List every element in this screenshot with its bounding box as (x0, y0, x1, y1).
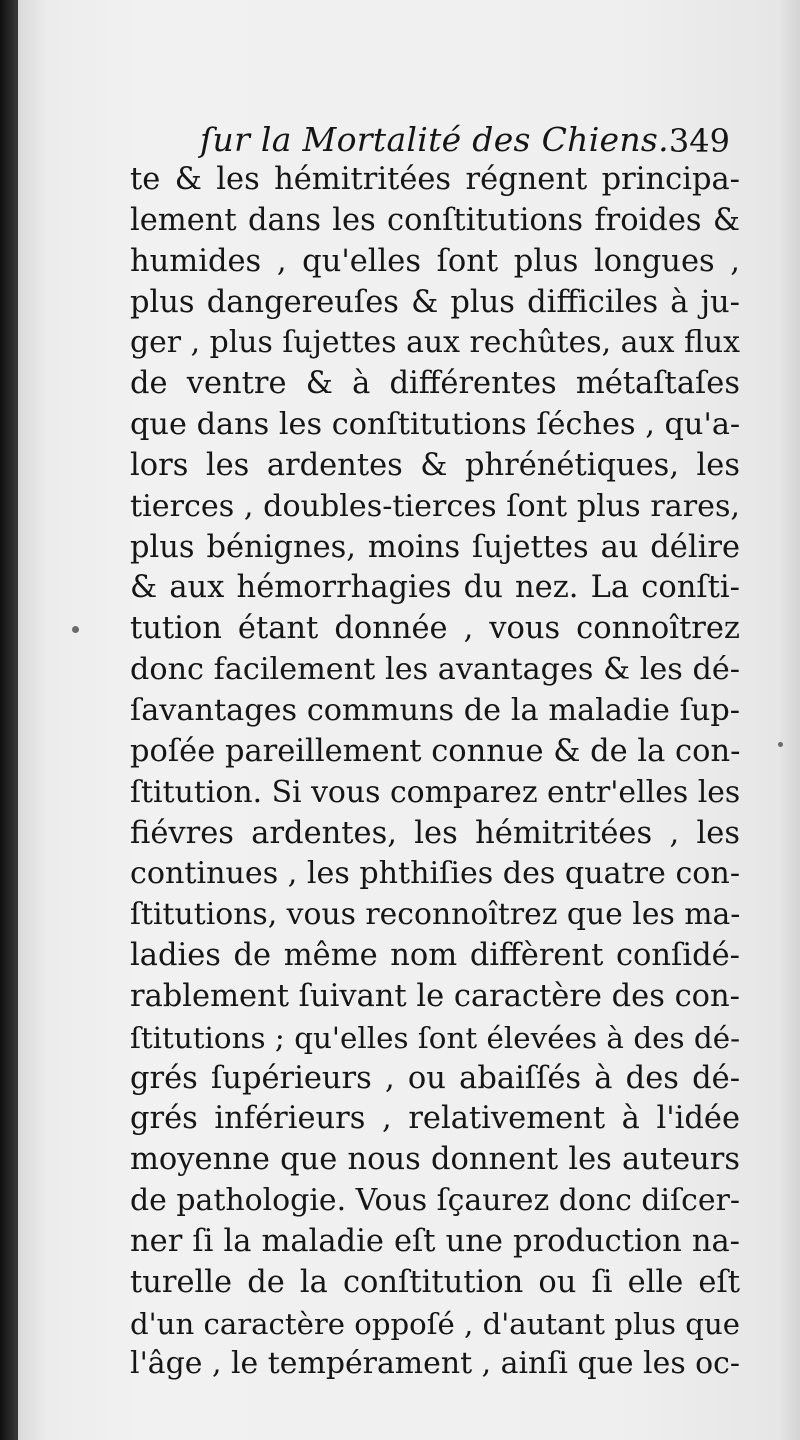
text-line: ſavantages communs de la maladie ſup- (130, 692, 740, 728)
page-gutter (0, 0, 18, 1440)
running-title: ſur la Mortalité des Chiens. (200, 120, 669, 159)
text-line: grés ſupérieurs , ou abaiſſés à des dé- (130, 1060, 740, 1096)
text-line: que dans les conſtitutions ſéches , qu'a- (130, 407, 741, 443)
text-line: donc facilement les avantages & les dé- (130, 652, 740, 688)
text-line: turelle de la conſtitution ou ſi elle eſt (130, 1264, 740, 1300)
text-line: tution étant donnée , vous connoîtrez (130, 611, 740, 647)
text-line: lement dans les conſtitutions froides & (130, 202, 740, 238)
text-line: tierces , doubles-tierces ſont plus rares, (130, 488, 740, 524)
text-line: ner ſi la maladie eſt une production na- (130, 1223, 740, 1259)
text-line: fiévres ardentes, les hémitritées , les (130, 815, 740, 851)
text-line: ger , plus ſujettes aux rechûtes, aux flux (130, 325, 740, 361)
text-line: plus bénignes, moins ſujettes au délire (130, 529, 740, 565)
page-number: 349 (668, 122, 730, 160)
text-line: moyenne que nous donnent les auteurs (130, 1142, 740, 1178)
text-line: continues , les phthiſies des quatre con- (130, 856, 740, 892)
text-line: grés inférieurs , relativement à l'idée (130, 1101, 740, 1137)
text-line: l'âge , le tempérament , ainſi que les oc- (130, 1346, 741, 1382)
body-text (130, 160, 740, 1385)
text-line: poſée pareillement connue & de la con- (130, 733, 741, 769)
text-line: rablement ſuivant le caractère des con- (130, 978, 740, 1014)
text-line: de pathologie. Vous ſçaurez donc diſcer- (130, 1183, 741, 1219)
text-line: & aux hémorrhagies du nez. La conſti- (130, 570, 740, 606)
text-line: ſtitution. Si vous comparez entr'elles les (130, 774, 741, 810)
text-line: plus dangereuſes & plus difficiles à ju- (130, 284, 740, 320)
text-line: ſtitutions ; qu'elles ſont élevées à des dé- (130, 1020, 740, 1055)
paper-speck (72, 626, 79, 633)
text-line: lors les ardentes & phrénétiques, les (130, 447, 740, 483)
text-line: d'un caractère oppoſé , d'autant plus que (130, 1306, 740, 1341)
text-line: te & les hémitritées régnent principa- (130, 162, 740, 197)
text-line: de ventre & à différentes métaſtaſes (130, 366, 740, 402)
text-line: humides , qu'elles ſont plus longues , (130, 243, 740, 279)
paper-speck (778, 742, 783, 747)
text-line: ladies de même nom diffèrent conſidé- (130, 938, 740, 974)
page-header (200, 118, 740, 166)
text-line: ſtitutions, vous reconnoîtrez que les ma- (130, 897, 741, 933)
